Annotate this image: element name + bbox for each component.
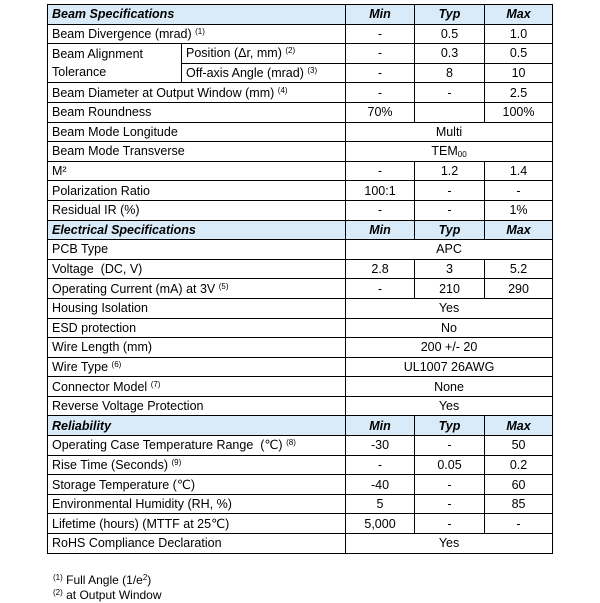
min-value: 5 <box>346 494 415 514</box>
footnote-ref: (7) <box>150 379 161 389</box>
max-value: 0.5 <box>485 44 553 64</box>
max-value: 0.2 <box>485 455 553 475</box>
row-group-label: Beam Alignment Tolerance <box>48 44 182 83</box>
footnote-ref: (9) <box>171 457 182 467</box>
min-value: - <box>346 44 415 64</box>
table-row <box>48 24 553 44</box>
typ-value: 1.2 <box>415 161 485 181</box>
min-value: - <box>346 279 415 299</box>
max-value: 10 <box>485 63 553 83</box>
table-row <box>48 475 553 495</box>
typ-value: 0.3 <box>415 44 485 64</box>
footnotes <box>53 573 162 603</box>
typ-value: - <box>415 514 485 534</box>
typ-value: - <box>415 200 485 220</box>
max-value: 50 <box>485 436 553 456</box>
table-row <box>48 83 553 103</box>
table-row <box>48 279 553 299</box>
table-row <box>48 200 553 220</box>
table-row <box>48 396 553 416</box>
min-value: - <box>346 24 415 44</box>
row-label: ESD protection <box>48 318 346 338</box>
table-row <box>48 514 553 534</box>
beam-specifications-header <box>48 5 553 25</box>
max-value: 5.2 <box>485 259 553 279</box>
footnote-ref: (3) <box>307 66 318 76</box>
table-row <box>48 494 553 514</box>
typ-column-header: Typ <box>415 416 485 436</box>
specifications-table <box>47 4 553 554</box>
section-title: Beam Specifications <box>48 5 346 25</box>
max-value: 100% <box>485 102 553 122</box>
min-column-header: Min <box>346 5 415 25</box>
table-row <box>48 534 553 554</box>
table-row <box>48 455 553 475</box>
table-row <box>48 357 553 377</box>
typ-value: - <box>415 436 485 456</box>
row-label: Operating Current (mA) at 3V $^{(5)}$ <box>48 279 346 299</box>
table-row <box>48 436 553 456</box>
footnote-ref: (4) <box>277 85 288 95</box>
max-value: 1.4 <box>485 161 553 181</box>
typ-column-header: Typ <box>415 5 485 25</box>
section-title: Electrical Specifications <box>48 220 346 240</box>
spanned-value: No <box>346 318 553 338</box>
table-row <box>48 181 553 201</box>
footnote-ref: (6) <box>111 359 122 369</box>
min-value: 5,000 <box>346 514 415 534</box>
typ-value: 210 <box>415 279 485 299</box>
min-value: - <box>346 63 415 83</box>
row-label: Off-axis Angle (mrad) $^{(3)}$ <box>182 63 346 83</box>
typ-column-header: Typ <box>415 220 485 240</box>
max-value: 85 <box>485 494 553 514</box>
row-label: Beam Diameter at Output Window (mm) $^{(4)}$ <box>48 83 346 103</box>
max-value: - <box>485 181 553 201</box>
typ-value: 0.05 <box>415 455 485 475</box>
max-column-header: Max <box>485 220 553 240</box>
min-value: - <box>346 83 415 103</box>
row-label: Connector Model $^{(7)}$ <box>48 377 346 397</box>
row-label: Rise Time (Seconds) $^{(9)}$ <box>48 455 346 475</box>
footnote-1: $^{(1)}$ Full Angle $(1/e^2)$ <box>53 573 152 587</box>
min-value: -30 <box>346 436 415 456</box>
row-label: Beam Mode Longitude <box>48 122 346 142</box>
spanned-value: Yes <box>346 534 553 554</box>
spanned-value: APC <box>346 240 553 260</box>
spanned-value: Yes <box>346 298 553 318</box>
row-label: Lifetime (hours) (MTTF at 25℃) <box>48 514 346 534</box>
min-value: 70% <box>346 102 415 122</box>
table-row <box>48 377 553 397</box>
typ-value: - <box>415 181 485 201</box>
row-label: PCB Type <box>48 240 346 260</box>
max-value: 1% <box>485 200 553 220</box>
min-value: 2.8 <box>346 259 415 279</box>
typ-value: - <box>415 494 485 514</box>
spanned-value: Multi <box>346 122 553 142</box>
typ-value <box>415 102 485 122</box>
table-row <box>48 161 553 181</box>
min-value: - <box>346 455 415 475</box>
reliability-header <box>48 416 553 436</box>
row-label: Polarization Ratio <box>48 181 346 201</box>
row-label: Voltage (DC, V) <box>48 259 346 279</box>
table-row <box>48 338 553 358</box>
table-row <box>48 298 553 318</box>
table-row <box>48 122 553 142</box>
row-label: RoHS Compliance Declaration <box>48 534 346 554</box>
footnote-ref: (1) <box>195 26 205 36</box>
min-value: - <box>346 161 415 181</box>
typ-value: - <box>415 475 485 495</box>
min-value: 100:1 <box>346 181 415 201</box>
table-row <box>48 240 553 260</box>
min-value: - <box>346 200 415 220</box>
row-label: Beam Roundness <box>48 102 346 122</box>
spanned-value: Yes <box>346 396 553 416</box>
row-label: Wire Type $^{(6)}$ <box>48 357 346 377</box>
footnote-ref: (5) <box>218 281 229 291</box>
row-label: M² <box>48 161 346 181</box>
min-value: -40 <box>346 475 415 495</box>
typ-value: 8 <box>415 63 485 83</box>
max-column-header: Max <box>485 5 553 25</box>
spanned-value: 200 +/- 20 <box>346 338 553 358</box>
table-row <box>48 142 553 162</box>
typ-value: 0.5 <box>415 24 485 44</box>
max-value: 60 <box>485 475 553 495</box>
table-row <box>48 318 553 338</box>
table-row <box>48 259 553 279</box>
footnote-ref: (8) <box>286 438 296 448</box>
electrical-specifications-header <box>48 220 553 240</box>
row-label: Residual IR (%) <box>48 200 346 220</box>
typ-value: 3 <box>415 259 485 279</box>
table-row <box>48 44 553 64</box>
spanned-value: None <box>346 377 553 397</box>
max-column-header: Max <box>485 416 553 436</box>
min-column-header: Min <box>346 416 415 436</box>
row-label: Environmental Humidity (RH, %) <box>48 494 346 514</box>
table-row <box>48 102 553 122</box>
row-label: Reverse Voltage Protection <box>48 396 346 416</box>
spanned-value: $TEM_{00}$ <box>346 142 553 162</box>
min-column-header: Min <box>346 220 415 240</box>
max-value: 290 <box>485 279 553 299</box>
spanned-value: UL1007 26AWG <box>346 357 553 377</box>
footnote-2: $^{(2)}$ at Output Window <box>53 588 162 602</box>
typ-value: - <box>415 83 485 103</box>
footnote-ref: (2) <box>285 46 296 56</box>
row-label: Beam Mode Transverse <box>48 142 346 162</box>
row-label: Beam Divergence (mrad) $^{(1)}$ <box>48 24 346 44</box>
row-label: Operating Case Temperature Range (℃) $^{(8)}$ <box>48 436 346 456</box>
row-label: Housing Isolation <box>48 298 346 318</box>
max-value: - <box>485 514 553 534</box>
max-value: 1.0 <box>485 24 553 44</box>
row-label: Wire Length (mm) <box>48 338 346 358</box>
row-label: Position (Δr, mm) $^{(2)}$ <box>182 44 346 64</box>
max-value: 2.5 <box>485 83 553 103</box>
row-label: Storage Temperature (℃) <box>48 475 346 495</box>
section-title: Reliability <box>48 416 346 436</box>
